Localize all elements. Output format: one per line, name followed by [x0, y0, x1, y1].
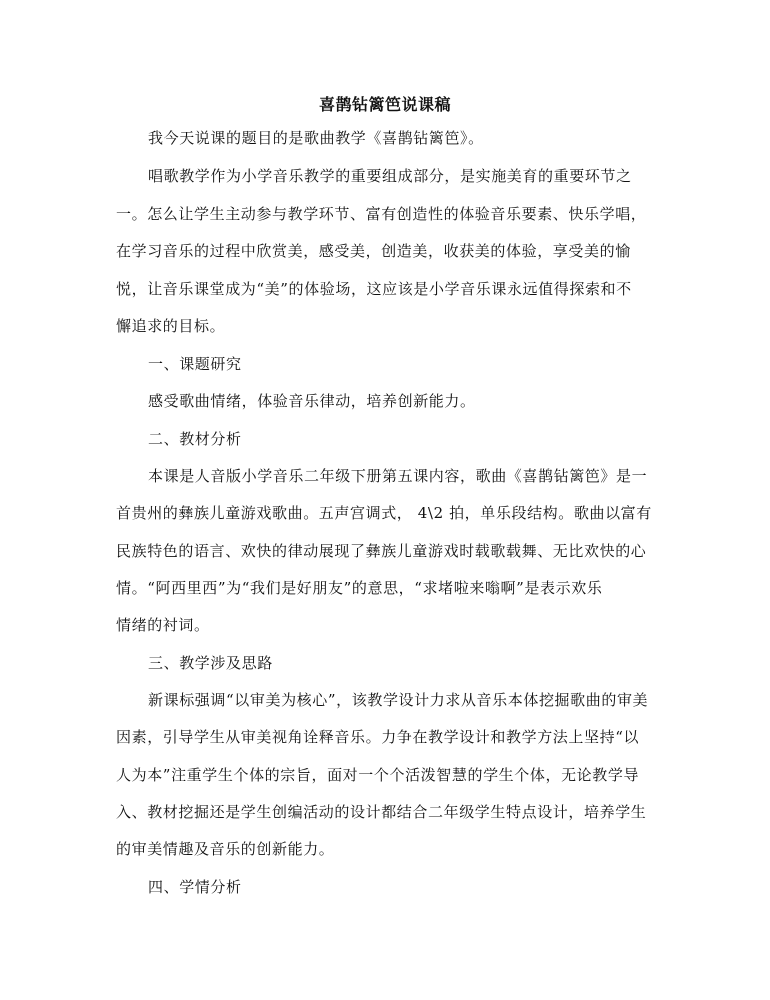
section-heading: 二、教材分析: [148, 430, 242, 448]
section-heading: 三、教学涉及思路: [148, 654, 273, 672]
paragraph-line: 的审美情趣及音乐的创新能力。: [116, 840, 335, 858]
section-heading: 一、课题研究: [148, 355, 242, 373]
paragraph-line: 情。“阿西里西”为“我们是好朋友”的意思，“求堵啦来嗡啊”是表示欢乐: [116, 579, 603, 597]
paragraph-line: 懈追求的目标。: [116, 317, 226, 335]
section-heading: 四、学情分析: [148, 878, 242, 896]
paragraph-line: 人为本”注重学生个体的宗旨，面对一个个活泼智慧的学生个体，无论教学导: [116, 766, 640, 784]
paragraph-line: 情绪的衬词。: [116, 616, 210, 634]
paragraph-line: 在学习音乐的过程中欣赏美，感受美，创造美，收获美的体验，享受美的愉: [116, 242, 631, 260]
paragraph-line: 悦，让音乐课堂成为“美”的体验场，这应该是小学音乐课永远值得探索和不: [116, 280, 632, 298]
paragraph-line: 民族特色的语言、欢快的律动展现了彝族儿童游戏时载歌载舞、无比欢快的心: [116, 542, 647, 560]
paragraph-line: 入、教材挖掘还是学生创编活动的设计都结合二年级学生特点设计，培养学生: [116, 803, 647, 821]
paragraph-line: 感受歌曲情绪，体验音乐律动，培养创新能力。: [148, 392, 476, 410]
paragraph-line: 首贵州的彝族儿童游戏歌曲。五声宫调式， 4\2 拍，单乐段结构。歌曲以富有: [116, 504, 652, 522]
paragraph-line: 本课是人音版小学音乐二年级下册第五课内容，歌曲《喜鹊钻篱笆》是一: [148, 467, 648, 485]
paragraph-line: 新课标强调“以审美为核心”，该教学设计力求从音乐本体挖掘歌曲的审美: [148, 691, 649, 709]
paragraph-line: 一。怎么让学生主动参与教学环节、富有创造性的体验音乐要素、快乐学唱，: [116, 205, 647, 223]
paragraph-line: 唱歌教学作为小学音乐教学的重要组成部分，是实施美育的重要环节之: [148, 167, 632, 185]
paragraph-line: 因素，引导学生从审美视角诠释音乐。力争在教学设计和教学方法上坚持“以: [116, 728, 640, 746]
page-title: 喜鹊钻篱笆说课稿: [318, 95, 451, 114]
intro-paragraph: 我今天说课的题目的是歌曲教学《喜鹊钻篱笆》。: [148, 129, 484, 147]
